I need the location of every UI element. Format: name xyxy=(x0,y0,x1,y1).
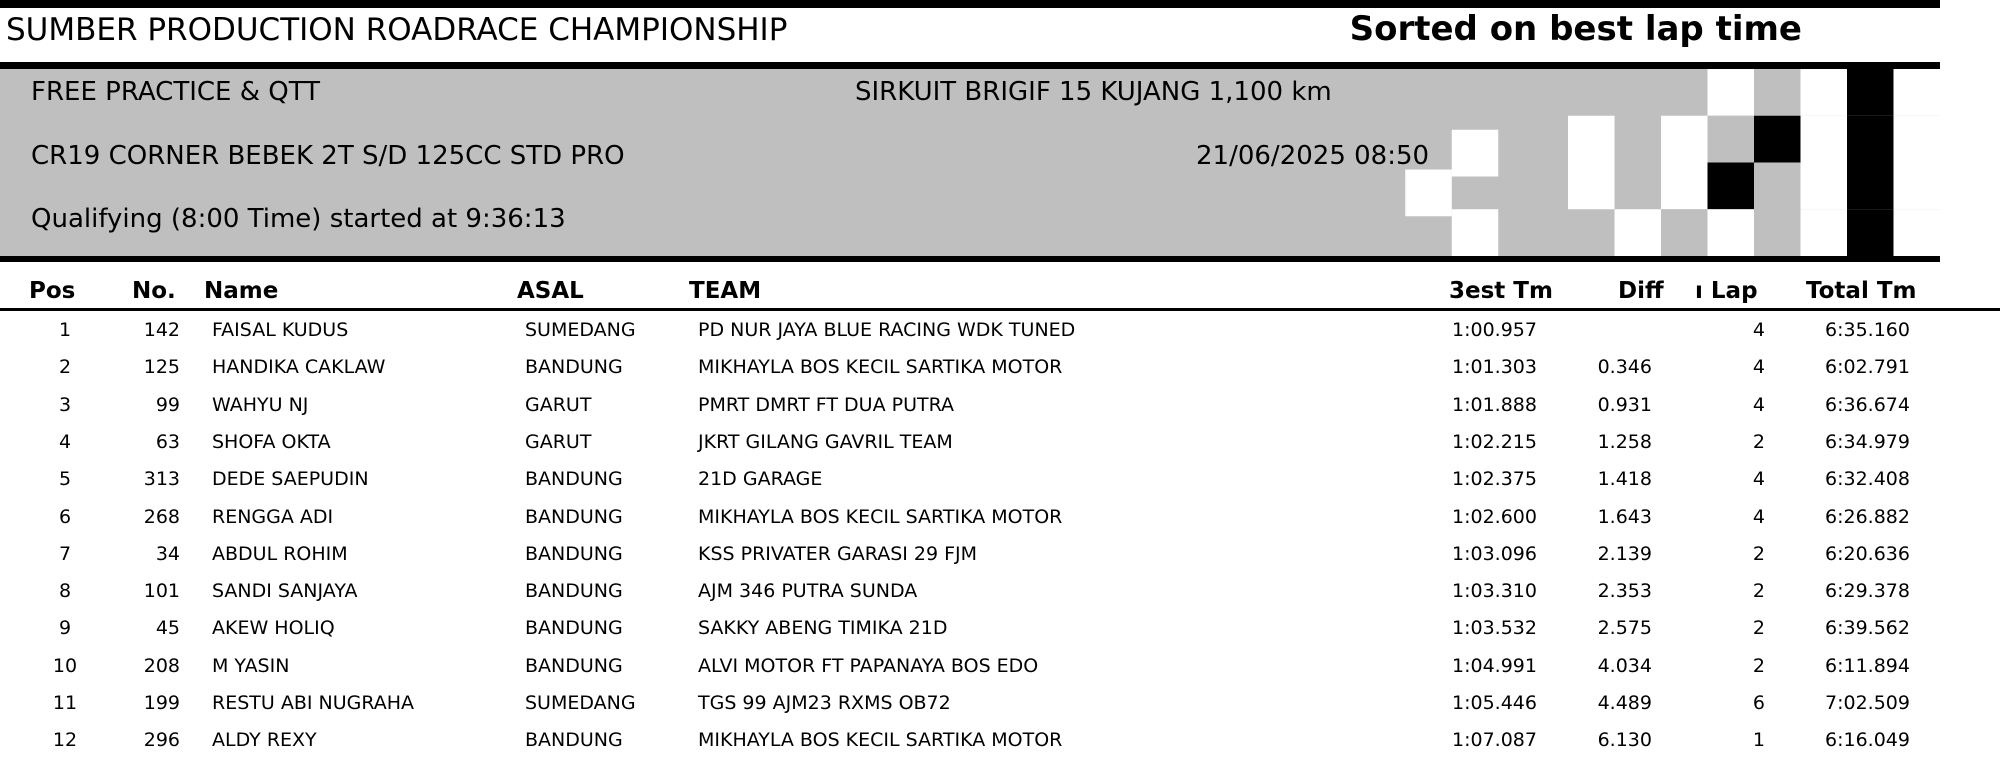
diff-cell: 6.130 xyxy=(1597,729,1652,752)
table-row xyxy=(0,610,2000,647)
total-time-cell: 6:34.979 xyxy=(1825,430,1910,453)
team-cell: SAKKY ABENG TIMIKA 21D xyxy=(698,617,948,640)
lap-cell: 6 xyxy=(1752,692,1765,714)
total-time-cell: 6:36.674 xyxy=(1825,393,1910,416)
table-row xyxy=(0,499,2000,536)
best-time-cell: 1:07.087 xyxy=(1452,729,1537,752)
session-datetime: 21/06/2025 08:50 xyxy=(1196,141,1430,171)
qualifying-info: Qualifying (8:00 Time) started at 9:36:13 xyxy=(31,204,566,234)
lap-cell: 4 xyxy=(1752,319,1765,341)
lap-cell: 2 xyxy=(1752,430,1765,453)
col-best-header: 3est Tm xyxy=(1449,278,1553,304)
col-asal-header: ASAL xyxy=(517,278,584,304)
asal-cell: GARUT xyxy=(525,430,592,453)
session-name: FREE PRACTICE & QTT xyxy=(31,77,321,107)
team-cell: MIKHAYLA BOS KECIL SARTIKA MOTOR xyxy=(698,356,1063,379)
table-row xyxy=(0,536,2000,573)
lap-cell: 2 xyxy=(1752,542,1765,565)
championship-title: SUMBER PRODUCTION ROADRACE CHAMPIONSHIP xyxy=(6,12,788,48)
diff-cell: 1.258 xyxy=(1597,430,1652,453)
pos-cell: 11 xyxy=(52,692,78,714)
best-time-cell: 1:03.310 xyxy=(1452,580,1537,603)
number-cell: 99 xyxy=(155,393,180,416)
name-cell: RENGGA ADI xyxy=(212,505,334,528)
col-lap-header: ı Lap xyxy=(1695,278,1758,304)
team-cell: PMRT DMRT FT DUA PUTRA xyxy=(698,393,955,416)
pos-cell: 10 xyxy=(52,654,78,677)
col-diff-header: Diff xyxy=(1618,278,1664,304)
table-row xyxy=(0,573,2000,610)
best-time-cell: 1:01.303 xyxy=(1452,356,1537,379)
table-row xyxy=(0,461,2000,498)
total-time-cell: 6:20.636 xyxy=(1825,542,1910,565)
name-cell: M YASIN xyxy=(212,654,290,677)
team-cell: JKRT GILANG GAVRIL TEAM xyxy=(698,430,953,453)
name-cell: AKEW HOLIQ xyxy=(212,617,335,640)
circuit-label: SIRKUIT BRIGIF 15 KUJANG 1,100 km xyxy=(855,77,1332,107)
pos-cell: 6 xyxy=(58,505,72,528)
class-label: CR19 CORNER BEBEK 2T S/D 125CC STD PRO xyxy=(31,141,625,171)
best-time-cell: 1:02.600 xyxy=(1452,505,1537,528)
number-cell: 142 xyxy=(143,319,180,341)
diff-cell: 2.575 xyxy=(1597,617,1652,640)
table-row xyxy=(0,685,2000,722)
pos-cell: 5 xyxy=(58,468,72,491)
number-cell: 313 xyxy=(143,468,180,491)
asal-cell: BANDUNG xyxy=(525,542,623,565)
col-name-header: Name xyxy=(204,278,279,304)
best-time-cell: 1:02.375 xyxy=(1452,468,1537,491)
asal-cell: BANDUNG xyxy=(525,729,623,752)
name-cell: SANDI SANJAYA xyxy=(212,580,358,603)
name-cell: ABDUL ROHIM xyxy=(212,542,348,565)
asal-cell: BANDUNG xyxy=(525,505,623,528)
asal-cell: BANDUNG xyxy=(525,617,623,640)
table-row xyxy=(0,387,2000,424)
diff-cell: 1.418 xyxy=(1597,468,1652,491)
table-row xyxy=(0,424,2000,461)
name-cell: WAHYU NJ xyxy=(212,393,309,416)
number-cell: 268 xyxy=(143,505,180,528)
name-cell: FAISAL KUDUS xyxy=(212,319,349,341)
diff-cell: 2.139 xyxy=(1597,542,1652,565)
name-cell: SHOFA OKTA xyxy=(212,430,331,453)
pos-cell: 8 xyxy=(58,580,72,603)
pos-cell: 2 xyxy=(58,356,72,379)
total-time-cell: 6:02.791 xyxy=(1825,356,1910,379)
lap-cell: 4 xyxy=(1752,505,1765,528)
asal-cell: SUMEDANG xyxy=(525,319,636,341)
pos-cell: 9 xyxy=(58,617,72,640)
team-cell: PD NUR JAYA BLUE RACING WDK TUNED xyxy=(698,319,1076,341)
name-cell: DEDE SAEPUDIN xyxy=(212,468,369,491)
total-time-cell: 6:11.894 xyxy=(1825,654,1910,677)
best-time-cell: 1:01.888 xyxy=(1452,393,1537,416)
lap-cell: 2 xyxy=(1752,580,1765,603)
team-cell: TGS 99 AJM23 RXMS OB72 xyxy=(698,692,951,714)
team-cell: ALVI MOTOR FT PAPANAYA BOS EDO xyxy=(698,654,1039,677)
col-team-header: TEAM xyxy=(689,278,762,304)
lap-cell: 2 xyxy=(1752,617,1765,640)
asal-cell: GARUT xyxy=(525,393,592,416)
pos-cell: 1 xyxy=(58,319,72,341)
diff-cell: 1.643 xyxy=(1597,505,1652,528)
diff-cell: 4.034 xyxy=(1597,654,1652,677)
total-time-cell: 6:32.408 xyxy=(1825,468,1910,491)
pos-cell: 3 xyxy=(58,393,72,416)
session-band xyxy=(0,69,1940,256)
table-row xyxy=(0,722,2000,759)
lap-cell: 4 xyxy=(1752,393,1765,416)
total-time-cell: 6:35.160 xyxy=(1825,319,1910,341)
top-rule xyxy=(0,0,1940,8)
team-cell: KSS PRIVATER GARASI 29 FJM xyxy=(698,542,978,565)
lap-cell: 2 xyxy=(1752,654,1765,677)
number-cell: 101 xyxy=(143,580,180,603)
pos-cell: 7 xyxy=(58,542,72,565)
sort-label: Sorted on best lap time xyxy=(1349,9,1802,49)
header-rule xyxy=(0,308,2000,311)
name-cell: ALDY REXY xyxy=(212,729,317,752)
best-time-cell: 1:04.991 xyxy=(1452,654,1537,677)
total-time-cell: 7:02.509 xyxy=(1825,692,1910,714)
asal-cell: BANDUNG xyxy=(525,356,623,379)
best-time-cell: 1:02.215 xyxy=(1452,430,1537,453)
best-time-cell: 1:00.957 xyxy=(1452,319,1537,341)
number-cell: 45 xyxy=(155,617,180,640)
lap-cell: 4 xyxy=(1752,356,1765,379)
col-pos-header: Pos xyxy=(29,278,76,304)
col-total-header: Total Tm xyxy=(1806,278,1917,304)
diff-cell: 0.346 xyxy=(1597,356,1652,379)
total-time-cell: 6:39.562 xyxy=(1825,617,1910,640)
table-row xyxy=(0,312,2000,349)
asal-cell: BANDUNG xyxy=(525,654,623,677)
name-cell: RESTU ABI NUGRAHA xyxy=(212,692,415,714)
number-cell: 125 xyxy=(143,356,180,379)
name-cell: HANDIKA CAKLAW xyxy=(212,356,386,379)
asal-cell: SUMEDANG xyxy=(525,692,636,714)
lap-cell: 1 xyxy=(1752,729,1765,752)
total-time-cell: 6:29.378 xyxy=(1825,580,1910,603)
asal-cell: BANDUNG xyxy=(525,580,623,603)
pos-cell: 12 xyxy=(52,729,78,752)
team-cell: MIKHAYLA BOS KECIL SARTIKA MOTOR xyxy=(698,729,1063,752)
band-bottom-rule xyxy=(0,256,1940,262)
team-cell: 21D GARAGE xyxy=(698,468,823,491)
diff-cell: 4.489 xyxy=(1597,692,1652,714)
diff-cell: 2.353 xyxy=(1597,580,1652,603)
table-row xyxy=(0,648,2000,685)
total-time-cell: 6:26.882 xyxy=(1825,505,1910,528)
number-cell: 34 xyxy=(155,542,180,565)
pos-cell: 4 xyxy=(58,430,72,453)
number-cell: 199 xyxy=(143,692,180,714)
team-cell: MIKHAYLA BOS KECIL SARTIKA MOTOR xyxy=(698,505,1063,528)
team-cell: AJM 346 PUTRA SUNDA xyxy=(698,580,918,603)
table-row xyxy=(0,349,2000,386)
band-top-rule xyxy=(0,62,1940,69)
number-cell: 208 xyxy=(143,654,180,677)
lap-cell: 4 xyxy=(1752,468,1765,491)
col-no-header: No. xyxy=(132,278,176,304)
number-cell: 63 xyxy=(155,430,180,453)
best-time-cell: 1:03.096 xyxy=(1452,542,1537,565)
asal-cell: BANDUNG xyxy=(525,468,623,491)
diff-cell: 0.931 xyxy=(1597,393,1652,416)
best-time-cell: 1:03.532 xyxy=(1452,617,1537,640)
total-time-cell: 6:16.049 xyxy=(1825,729,1910,752)
number-cell: 296 xyxy=(143,729,180,752)
best-time-cell: 1:05.446 xyxy=(1452,692,1537,714)
